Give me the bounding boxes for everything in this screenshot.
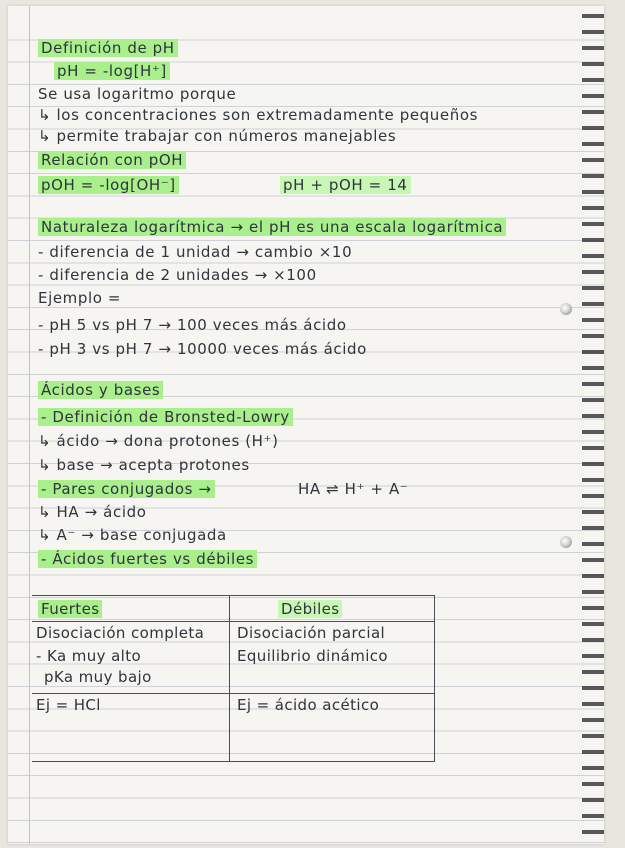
table-cell: Disociación parcial xyxy=(237,624,386,642)
table-cell: Disociación completa xyxy=(36,624,205,642)
acidos-fuertes-vs-debiles: - Ácidos fuertes vs débiles xyxy=(38,550,257,568)
note-line: ↳ base → acepta protones xyxy=(38,456,250,474)
heading-naturaleza: Naturaleza logarítmica → el pH es una escala logarítmica xyxy=(38,218,506,236)
poh-formula: pOH = -log[OH⁻] xyxy=(38,176,179,194)
note-line: ↳ ácido → dona protones (H⁺) xyxy=(38,432,279,450)
table-cell: Equilibrio dinámico xyxy=(237,647,389,665)
equilibrium-equation: HA ⇌ H⁺ + A⁻ xyxy=(298,480,409,498)
header-fuertes: Fuertes xyxy=(38,600,102,618)
comparison-table xyxy=(32,595,435,762)
note-line: - diferencia de 2 unidades → ×100 xyxy=(38,266,317,284)
table-rule xyxy=(32,693,434,694)
ph-poh-sum: pH + pOH = 14 xyxy=(280,176,411,194)
note-line: - pH 5 vs pH 7 → 100 veces más ácido xyxy=(38,316,347,334)
table-cell: pKa muy bajo xyxy=(44,668,152,686)
notebook-page xyxy=(8,6,604,844)
heading-acidos-bases: Ácidos y bases xyxy=(38,381,163,399)
table-cell: Ej = HCl xyxy=(36,696,101,714)
note-line: ↳ A⁻ → base conjugada xyxy=(38,526,227,544)
note-line: ↳ HA → ácido xyxy=(38,503,147,521)
note-line: ↳ permite trabajar con números manejables xyxy=(38,127,397,145)
pares-conjugados: - Pares conjugados → xyxy=(38,480,215,498)
table-rule xyxy=(32,621,434,622)
table-cell: - Ka muy alto xyxy=(36,647,142,665)
table-cell: Ej = ácido acético xyxy=(237,696,380,714)
bronsted-definition: - Definición de Bronsted-Lowry xyxy=(38,408,293,426)
note-line: Ejemplo = xyxy=(38,289,122,307)
binder-hole xyxy=(560,303,572,315)
note-line: Se usa logaritmo porque xyxy=(38,85,237,103)
note-line: ↳ los concentraciones son extremadamente pequeños xyxy=(38,106,479,124)
ph-formula: pH = -log[H⁺] xyxy=(54,62,170,80)
note-line: - diferencia de 1 unidad → cambio ×10 xyxy=(38,243,353,261)
binder-hole xyxy=(560,536,572,548)
note-line: - pH 3 vs pH 7 → 10000 veces más ácido xyxy=(38,340,367,358)
spiral-binding xyxy=(582,6,604,844)
margin-line xyxy=(29,6,30,844)
heading-relacion-poh: Relación con pOH xyxy=(38,151,186,169)
header-debiles: Débiles xyxy=(278,600,342,618)
heading-definicion-ph: Definición de pH xyxy=(38,39,178,57)
